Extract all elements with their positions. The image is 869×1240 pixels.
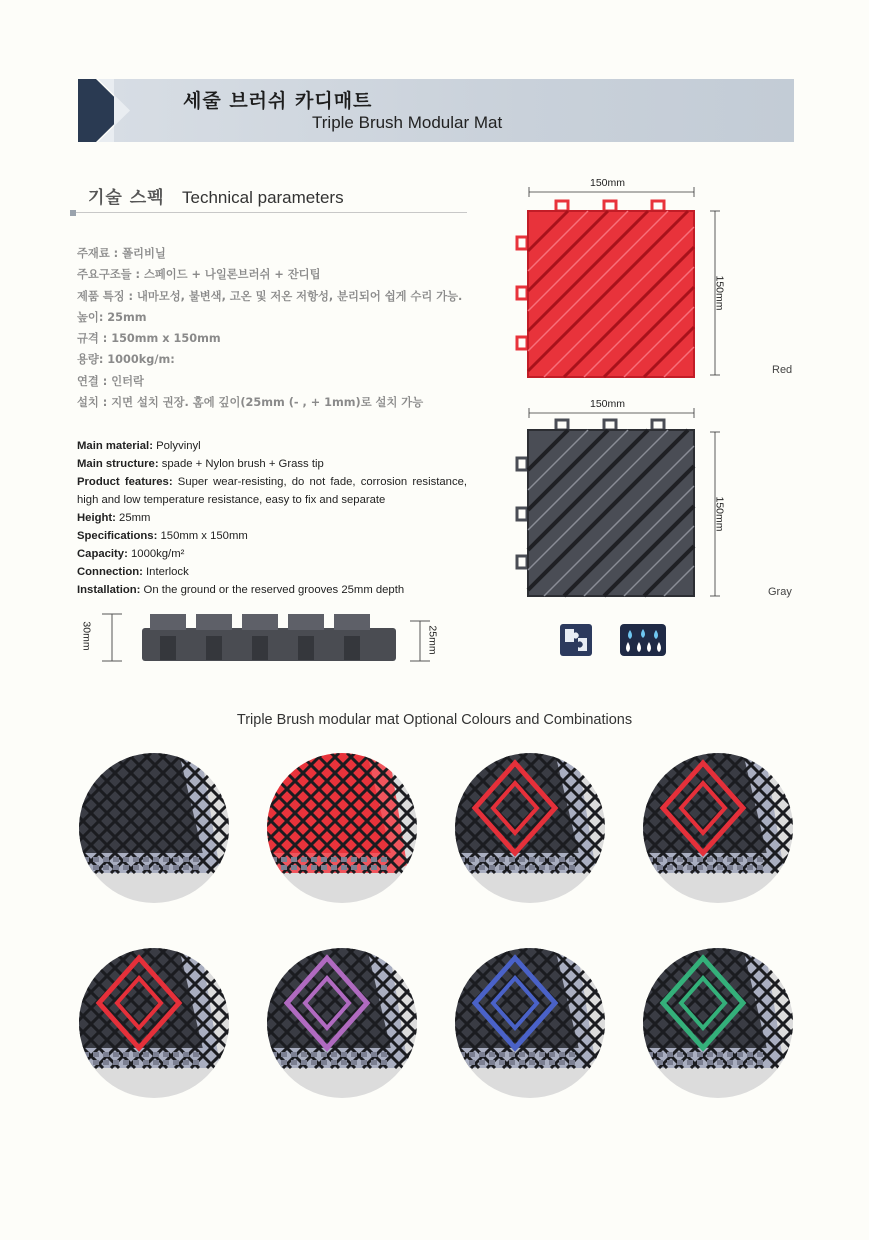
section-divider [70,212,467,213]
ko-spec-line: 높이: 25mm [77,310,147,324]
combination-swatch [643,948,793,1098]
en-spec-row [77,545,467,563]
spec-value: 1000kg/m² [131,548,185,560]
puzzle-icon [560,624,592,656]
combination-swatch [643,753,793,903]
spec-value: 150mm x 150mm [160,530,248,542]
chevron-icon [78,79,158,142]
section-heading-ko: 기술 스펙 [88,188,165,208]
tile-width-label: 150mm [590,177,626,189]
combination-swatch [79,753,229,903]
en-spec-row [77,563,467,581]
en-spec-row [77,527,467,545]
spec-value: Polyvinyl [156,440,201,452]
height-label-right: 25mm [426,625,439,655]
en-spec-row [77,437,467,455]
combinations-title: Triple Brush modular mat Optional Colours and Combinations [236,712,633,728]
ko-spec-line: 제품 특징 : 내마모성, 불변색, 고온 및 저온 저항성, 분리되어 쉽게 수리 가능. [77,289,463,303]
tile-color-label: Gray [768,586,792,598]
section-heading-en: Technical parameters [182,188,344,207]
page-title-en: Triple Brush Modular Mat [312,113,503,132]
spec-value: spade + Nylon brush + Grass tip [161,458,324,470]
tile-height-label: 150mm [713,275,726,311]
spec-value: Interlock [146,566,189,578]
ko-spec-line: 주요구조들 : 스페이드 + 나일론브러쉬 + 잔디팁 [77,268,321,282]
en-spec-row [77,455,467,473]
side-profile-image [78,606,458,666]
spec-label: Product features: [77,476,173,488]
spec-label: Height: [77,512,116,524]
spec-value: Super wear-resisting, do not fade, corrosion resistance, high and low temperature resistance, easy to fix and separate [77,476,468,506]
en-spec-row [77,473,467,509]
spec-value: 25mm [119,512,151,524]
gray-tile-figure [514,396,792,606]
tile-color-label: Red [772,364,793,376]
ko-spec-line: 규격 : 150mm x 150mm [77,332,221,346]
red-tile-image [514,175,764,385]
spec-label: Connection: [77,566,143,578]
ko-spec-line: 연결 : 인터락 [77,374,144,388]
en-spec-row [77,509,467,527]
ko-spec-line: 주재료 : 폴리비닐 [77,247,166,260]
spec-label: Installation: [77,584,141,596]
combination-swatch [267,753,417,903]
combination-swatch [455,753,605,903]
tile-width-label: 150mm [590,398,626,410]
spec-label: Main material: [77,440,153,452]
tile-height-label: 150mm [713,496,726,532]
spec-label: Main structure: [77,458,159,470]
gray-tile-image [514,396,764,606]
section-divider-dot [70,210,76,216]
ko-spec-line: 설치 : 지면 설치 권장. 홈에 깊이(25mm (- , + 1mm)로 설치 가능 [77,396,424,410]
height-label-left: 30mm [80,621,93,651]
side-profile-diagram [78,606,458,666]
water-drops-icon [620,624,666,656]
combination-swatch [79,948,229,1098]
combination-swatch [455,948,605,1098]
en-spec-row [77,581,467,599]
red-tile-figure [514,175,793,385]
ko-spec-line: 용량: 1000kg/m: [77,353,175,367]
spec-label: Capacity: [77,548,128,560]
spec-label: Specifications: [77,530,158,542]
spec-value: On the ground or the reserved grooves 25mm depth [143,584,405,596]
english-spec-list [77,437,467,599]
page-title-ko: 세줄 브러쉬 카디매트 [183,90,373,112]
section-heading [88,183,344,208]
combination-swatch [267,948,417,1098]
korean-spec-list [77,243,517,413]
